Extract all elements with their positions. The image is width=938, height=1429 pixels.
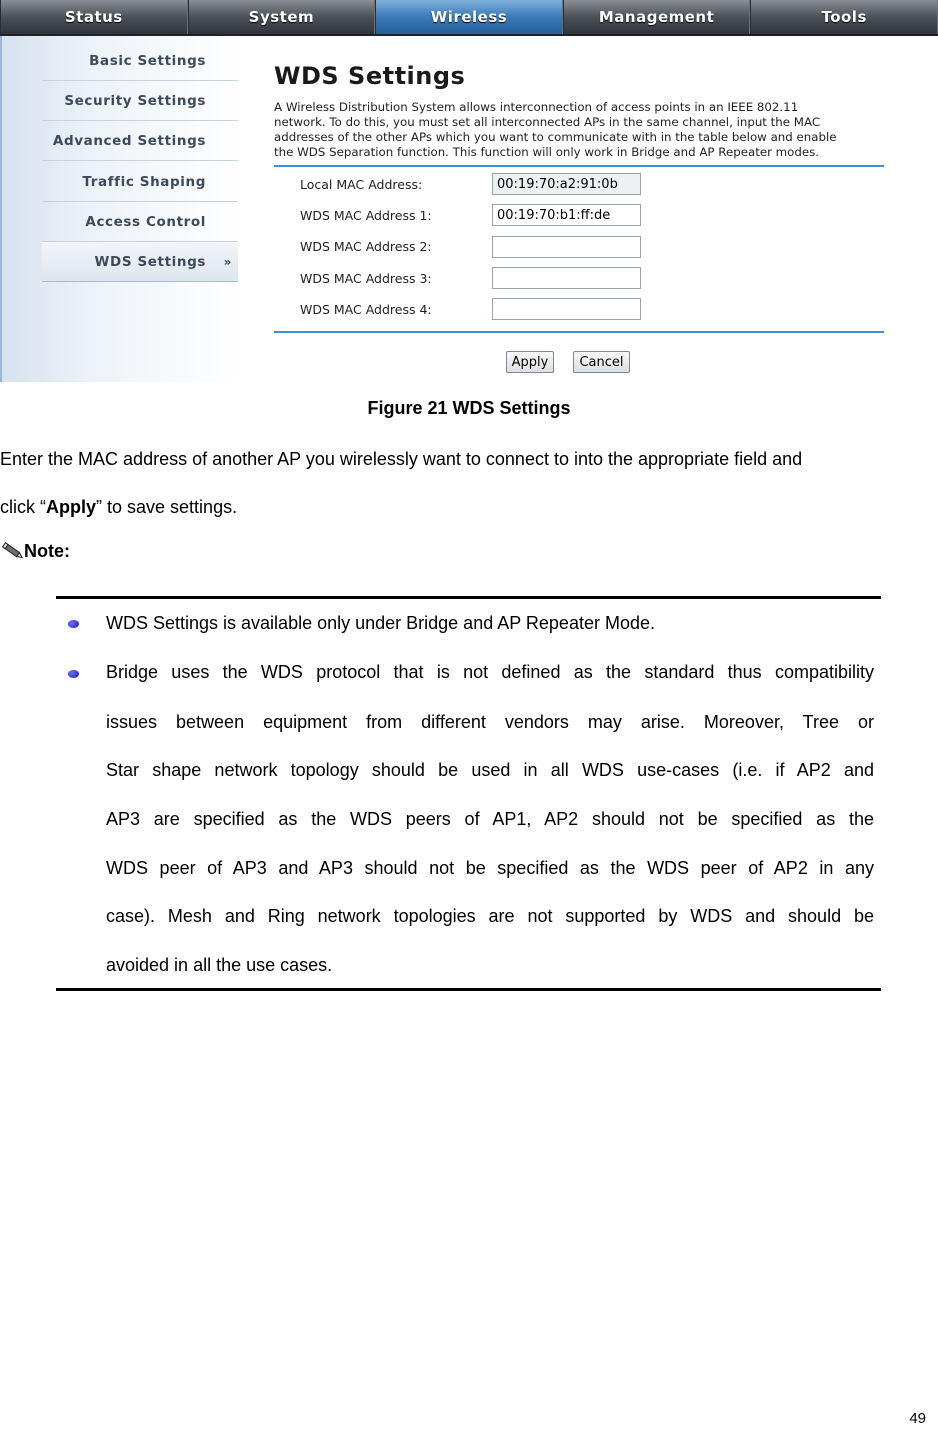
page-number: 49 — [909, 1410, 926, 1427]
description-line: network. To do this, you must set all interconnected APs in the same channel, input the MAC — [274, 115, 821, 129]
local-mac-field — [492, 173, 641, 195]
wds-panel — [274, 62, 886, 160]
wds-mac-2-input[interactable] — [492, 236, 641, 258]
wds-mac-1-label: WDS MAC Address 1: — [300, 208, 432, 223]
tab-system[interactable]: System — [188, 0, 376, 34]
apply-button[interactable]: Apply — [506, 351, 554, 373]
instruction-pre: click “ — [0, 497, 46, 517]
description-line: addresses of the other APs which you want to communicate with in the table below and enable — [274, 130, 837, 144]
wds-mac-3-label: WDS MAC Address 3: — [300, 271, 432, 286]
tab-tools[interactable]: Tools — [750, 0, 938, 34]
double-chevron-right-icon: » — [223, 254, 232, 269]
instruction-post: ” to save settings. — [96, 497, 238, 517]
note-bullet-2-line: avoided in all the use cases. — [106, 955, 333, 975]
sidebar-item-wds-settings[interactable] — [42, 242, 238, 282]
wds-settings-screenshot — [0, 0, 938, 382]
sidebar-item-advanced-settings[interactable] — [42, 121, 238, 161]
cancel-button[interactable]: Cancel — [573, 351, 630, 373]
description-line: the WDS Separation function. This function will only work in Bridge and AP Repeater modes. — [274, 145, 820, 159]
tab-management[interactable]: Management — [563, 0, 751, 34]
sidebar-item-label: Traffic Shaping — [82, 173, 206, 190]
page-title: WDS Settings — [274, 62, 466, 90]
sidebar-item-label: Advanced Settings — [52, 132, 206, 149]
note-heading — [0, 540, 70, 562]
wds-mac-2-label: WDS MAC Address 2: — [300, 239, 432, 254]
note-bottom-rule — [56, 988, 881, 991]
wds-mac-4-label: WDS MAC Address 4: — [300, 302, 432, 317]
note-bullet-2-line: AP3 are specified as the WDS peers of AP1, AP2 should not be specified as the — [106, 809, 874, 829]
tab-status[interactable]: Status — [0, 0, 188, 34]
sidebar-item-label: Access Control — [85, 213, 206, 230]
sidebar — [0, 36, 240, 382]
note-bullet-2-line: case). Mesh and Ring network topologies are not supported by WDS and should be — [106, 906, 874, 926]
instruction-text: Enter the MAC address of another AP you wirelessly want to connect to into the appropriate field and — [0, 449, 803, 469]
note-bullet-1: WDS Settings is available only under Bridge and AP Repeater Mode. — [106, 613, 655, 633]
sidebar-item-access-control[interactable] — [42, 202, 238, 242]
note-bullet-2-line: Star shape network topology should be used in all WDS use-cases (i.e. if AP2 and — [106, 760, 874, 780]
note-top-rule — [56, 596, 881, 599]
bullet-dot-icon — [68, 620, 79, 628]
bullet-dot-icon — [68, 670, 79, 678]
wds-description — [274, 100, 886, 160]
note-bullet-2-line: Bridge uses the WDS protocol that is not defined as the standard thus compatibility — [106, 662, 874, 682]
wds-mac-4-input[interactable] — [492, 298, 641, 320]
sidebar-item-traffic-shaping[interactable] — [42, 162, 238, 202]
note-label: Note: — [24, 541, 70, 561]
note-bullet-2-line: WDS peer of AP3 and AP3 should not be specified as the WDS peer of AP2 in any — [106, 858, 874, 878]
sidebar-item-label: WDS Settings — [94, 253, 206, 270]
instruction-bold: Apply — [46, 497, 97, 517]
sidebar-item-label: Security Settings — [64, 92, 206, 109]
figure-caption: Figure 21 WDS Settings — [367, 398, 571, 418]
sidebar-item-basic-settings[interactable] — [42, 41, 238, 81]
divider — [274, 165, 884, 167]
top-navigation — [0, 0, 938, 36]
divider — [274, 331, 884, 333]
wds-mac-3-input[interactable] — [492, 267, 641, 289]
sidebar-item-security-settings[interactable] — [42, 81, 238, 121]
sidebar-item-label: Basic Settings — [89, 52, 206, 69]
note-bullet-2-line: issues between equipment from different vendors may arise. Moreover, Tree or — [106, 712, 874, 732]
instruction-text — [0, 497, 237, 518]
local-mac-label: Local MAC Address: — [300, 177, 423, 192]
wds-mac-1-input[interactable] — [492, 204, 641, 226]
tab-wireless[interactable]: Wireless — [375, 0, 563, 34]
description-line: A Wireless Distribution System allows interconnection of access points in an IEEE 802.11 — [274, 100, 799, 114]
pencil-icon — [0, 540, 24, 562]
